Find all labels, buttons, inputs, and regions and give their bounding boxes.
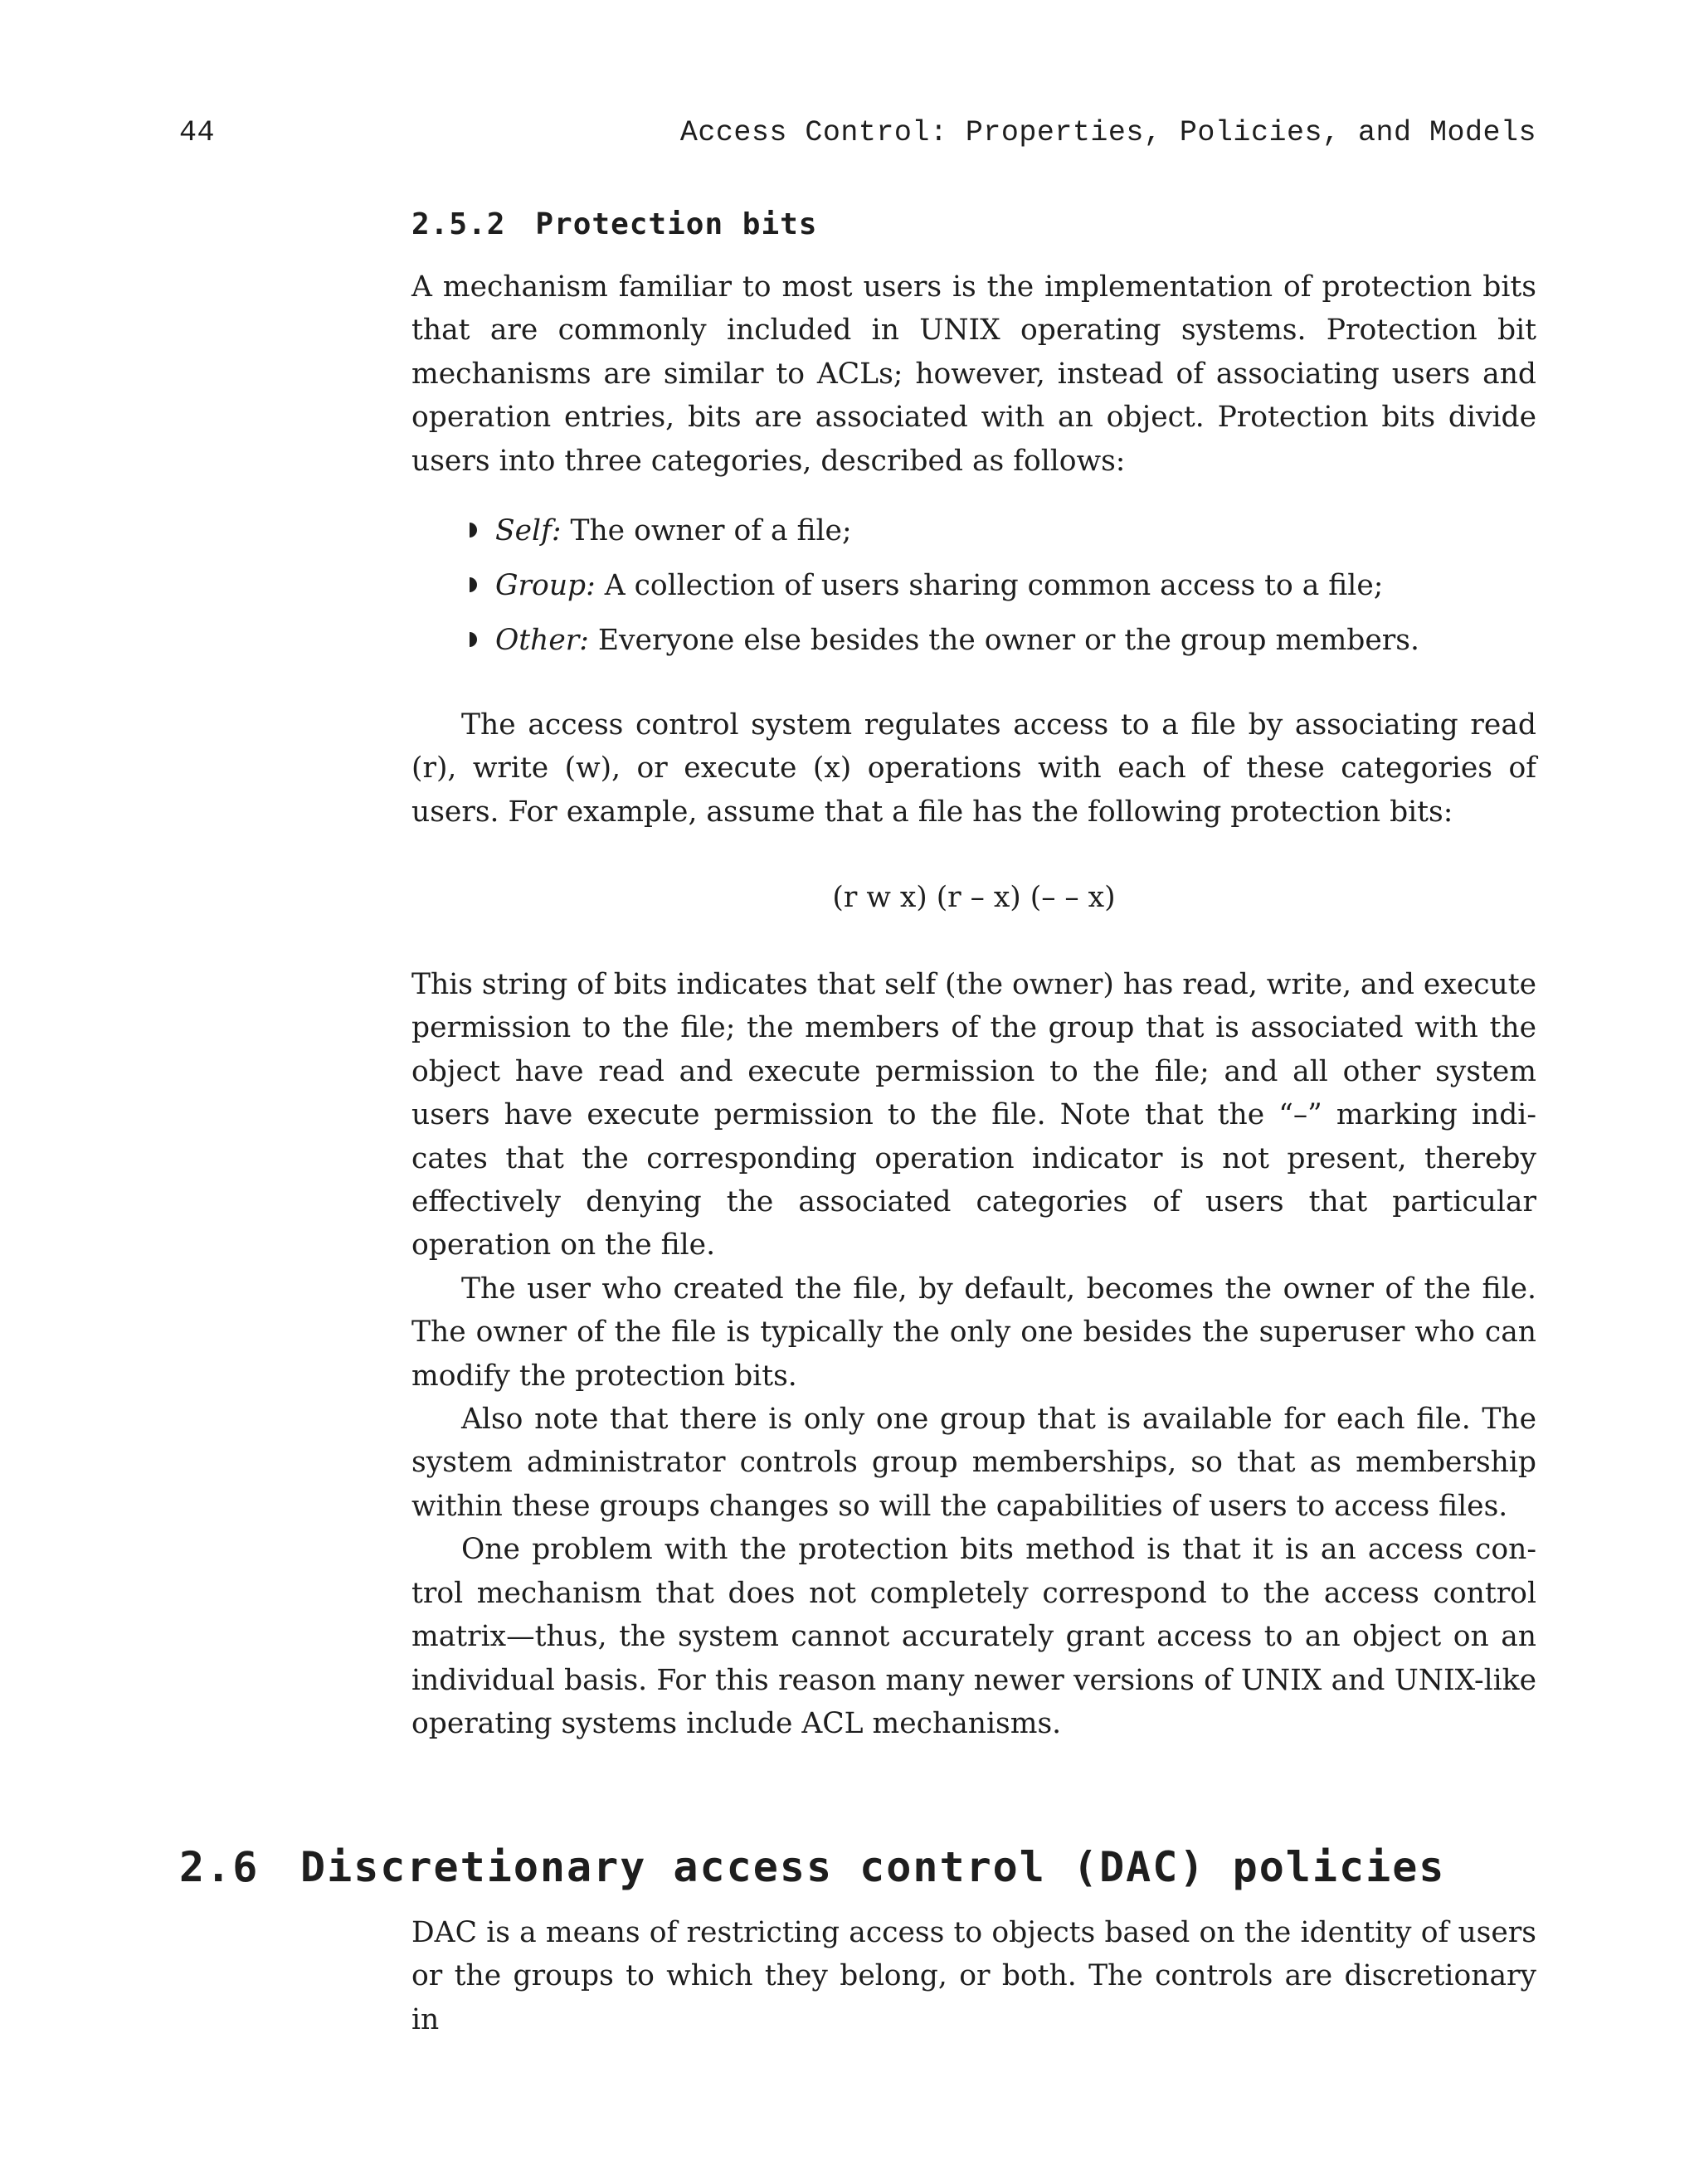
category-term: Group: xyxy=(495,569,596,602)
dac-paragraph-block xyxy=(411,1911,1536,2041)
section-title: Discretionary access control (DAC) policies xyxy=(300,1843,1446,1891)
protection-bits-formula: (r w x) (r – x) (– – x) xyxy=(832,881,1116,914)
category-text: Everyone else besides the owner or the group members. xyxy=(588,624,1419,657)
bullet-icon xyxy=(470,632,477,647)
category-text: The owner of a file; xyxy=(561,514,852,547)
list-item xyxy=(470,613,1419,668)
category-text: A collection of users sharing common access to a file; xyxy=(595,569,1384,602)
category-term: Other: xyxy=(495,624,589,657)
bullet-icon xyxy=(470,523,477,537)
paragraph-6: One problem with the protection bits method is that it is an access control mechanism that does not completely correspond to the access control matrix—thus, the system cannot accurately grant access to an object on an individual basis. For this reason many newer versions of UNIX and UNIX-like operating systems include ACL mechanisms. xyxy=(411,1533,1536,1740)
intro-paragraph: A mechanism familiar to most users is the implementation of protection bits that are commonly included in UNIX operating systems. Protection bit mechanisms are similar to ACLs; however, instead of associating users and operation entries, bits are associated with an object. Protection bits divide users into three categories, described as follows: xyxy=(411,270,1536,478)
section-number: 2.6 xyxy=(179,1843,260,1891)
paragraph-2: The access control system regulates access to a file by associating read (r), write (w), or execute (x) operations with each of these categories of users. For example, assume that a file has the following protection bits: xyxy=(411,708,1536,829)
paragraph-2-block xyxy=(411,703,1536,834)
explanation-block xyxy=(411,963,1536,1745)
category-term: Self: xyxy=(495,514,562,547)
paragraph-4: The user who created the file, by default, becomes the owner of the file. The owner of the file is typically the only one besides the superuser who can modify the protection bits. xyxy=(411,1272,1536,1393)
paragraph-5: Also note that there is only one group that is available for each file. The system administrator controls group memberships, so that as membership within these groups changes so will the capabilities of users to access files. xyxy=(411,1403,1536,1523)
running-head xyxy=(179,116,1536,156)
subsection-number: 2.5.2 xyxy=(411,207,506,241)
intro-paragraph-block xyxy=(411,265,1536,483)
bullet-icon xyxy=(470,577,477,592)
paragraph-3: This string of bits indicates that self (the owner) has read, write, and execute permission to the file; the members of the group that is associated with the object have read and execute permission to the file; and all other system users have execute permission to the file. Note that the “–” marking indicates that the corresponding operation indicator is not present, thereby effectively denying the associated categories of users that particular operation on the file. xyxy=(411,968,1537,1262)
page-number: 44 xyxy=(179,116,216,149)
subsection-heading xyxy=(411,207,817,241)
section-heading xyxy=(179,1843,1445,1891)
list-item xyxy=(470,558,1419,613)
running-title: Access Control: Properties, Policies, and Models xyxy=(679,116,1536,149)
subsection-title: Protection bits xyxy=(535,207,818,241)
dac-paragraph: DAC is a means of restricting access to objects based on the identity of users or the groups to which they belong, or both. The controls are discretionary in xyxy=(411,1916,1536,2036)
user-category-list xyxy=(470,503,1419,668)
list-item xyxy=(470,503,1419,558)
